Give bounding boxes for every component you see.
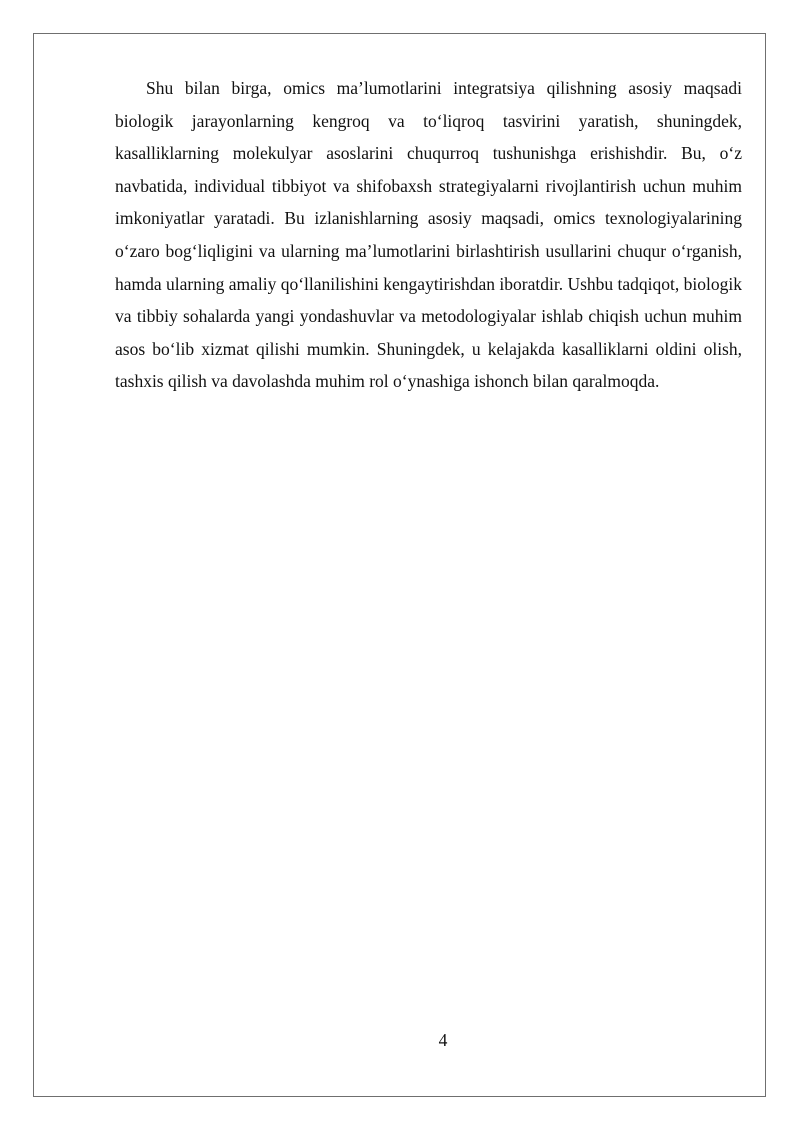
page-number: 4 xyxy=(438,1030,448,1050)
body-paragraph: Shu bilan birga, omics ma’lumotlarini integratsiya qilishning asosiy maqsadi biologik jarayonlarning kengroq va to‘liqroq tasvirini yaratish, shuningdek, kasalliklarning molekulyar asoslarini chuqurroq tushunishga erishishdir. Bu, o‘z navbatida, individual tibbiyot va shifobaxsh strategiyalarni rivojlantirish uchun muhim imkoniyatlar yaratadi. Bu izlanishlarning asosiy maqsadi, omics texnologiyalarining o‘zaro bog‘liqligini va ularning ma’lumotlarini birlashtirish usullarini chuqur o‘rganish, hamda ularning amaliy qo‘llanilishini kengaytirishdan iboratdir. Ushbu tadqiqot, biologik va tibbiy sohalarda yangi yondashuvlar va metodologiyalar ishlab chiqish uchun muhim asos bo‘lib xizmat qilishi mumkin. Shuningdek, u kelajakda kasalliklarni oldini olish, tashxis qilish va davolashda muhim rol o‘ynashiga ishonch bilan qaralmoqda. xyxy=(115,78,742,392)
